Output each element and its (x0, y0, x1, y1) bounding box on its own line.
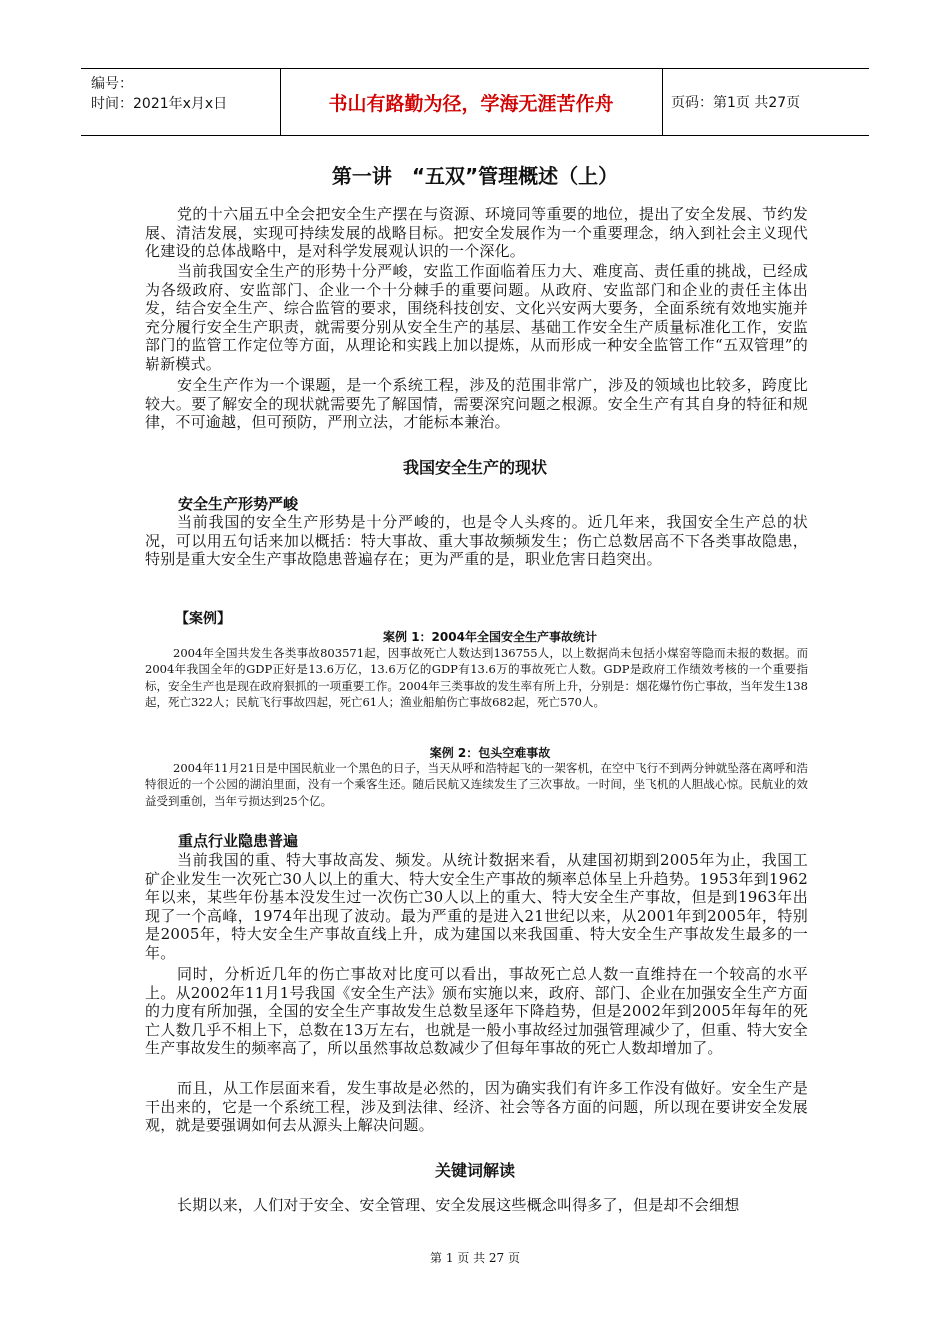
situation-paragraph: 当前我国的安全生产形势是十分严峻的，也是令人头疼的。近几年来，我国安全生产总的状况，可以用五句话来加以概括：特大事故、重大事故频频发生；伤亡总数居高不下各类事故隐患，特别是重大安全生产事故隐患普遍存在；更为严重的是，职业危害日趋突出。 (145, 513, 808, 569)
document-header (81, 68, 869, 136)
page-footer: 第 1 页 共 27 页 (430, 1251, 520, 1265)
case-1-title: 案例 1：2004年全国安全生产事故统计 (383, 630, 597, 644)
case-1-text: 2004年全国共发生各类事故803571起，因事故死亡人数达到136755人，以上数据尚未包括小煤窑等隐而未报的数据。而2004年我国全年的GDP正好是13.6万亿，13.6万亿的GDP有13.6万的事故死亡人数。GDP是政府工作绩效考核的一个重要指标，安全生产也是现在政府狠抓的一项重要工作。2004年三类事故的发生率有所上升，分别是：烟花爆竹伤亡事故，当年发生138起，死亡322人；民航飞行事故四起，死亡61人；渔业船舶伤亡事故682起，死亡570人。 (145, 646, 808, 709)
header-page-label: 页码：第1页 共27页 (671, 95, 801, 111)
intro-paragraph-1: 党的十六届五中全会把安全生产摆在与资源、环境同等重要的地位，提出了安全发展、节约发展、清洁发展，实现可持续发展的战略目标。把安全发展作为一个重要理念，纳入到社会主义现代化建设的总体战略中，是对科学发展观认识的一个深化。 (145, 205, 808, 261)
section-heading-status: 我国安全生产的现状 (402, 458, 547, 477)
case-2-title: 案例 2：包头空难事故 (429, 746, 551, 760)
hazards-paragraph-1: 当前我国的重、特大事故高发、频发。从统计数据来看，从建国初期到2005年为止，我国工矿企业发生一次死亡30人以上的重大、特大安全生产事故的频率总体呈上升趋势。1953年到1962年以来，某些年份基本没发生过一次伤亡30人以上的重大、特大安全生产事故，但是到1963年出现了一个高峰，1974年出现了波动。最为严重的是进入21世纪以来，从2001年到2005年，特别是2005年，特大安全生产事故直线上升，成为建国以来我国重、特大安全生产事故发生最多的一年。 (145, 851, 808, 962)
header-motto: 书山有路勤为径，学海无涯苦作舟 (280, 69, 663, 135)
hazards-paragraph-2: 同时，分析近几年的伤亡事故对比度可以看出，事故死亡总人数一直维持在一个较高的水平上。从2002年11月1号我国《安全生产法》颁布实施以来，政府、部门、企业在加强安全生产方面的力度有所加强，全国的安全生产事故发生总数呈逐年下降趋势，但是2002年到2005年每年的死亡人数几乎不相上下，总数在13万左右，也就是一般小事故经过加强管理减少了，但重、特大安全生产事故发生的频率高了，所以虽然事故总数减少了但每年事故的死亡人数却增加了。 (145, 965, 808, 1058)
case-label: 【案例】 (175, 611, 231, 627)
case-2-text: 2004年11月21日是中国民航业一个黑色的日子，当天从呼和浩特起飞的一架客机，在空中飞行不到两分钟就坠落在离呼和浩特很近的一个公园的湖泊里面，没有一个乘客生还。随后民航又连续发生了三次事故。一时间，坐飞机的人胆战心惊。民航业的效益受到重创，当年亏损达到25个亿。 (145, 761, 808, 808)
subheading-hazards: 重点行业隐患普遍 (178, 832, 299, 850)
header-meta (81, 69, 281, 135)
intro-paragraph-2: 当前我国安全生产的形势十分严峻，安监工作面临着压力大、难度高、责任重的挑战，已经成为各级政府、安监部门、企业一个十分棘手的重要问题。从政府、安监部门和企业的责任主体出发，结合安全生产、综合监管的要求，围绕科技创安、文化兴安两大要务，全面系统有效地实施并充分履行安全生产职责，就需要分别从安全生产的基层、基础工作安全生产质量标准化工作，安监部门的监管工作定位等方面，从理论和实践上加以提炼，从而形成一种安全监管工作“五双管理”的崭新模式。 (145, 262, 808, 373)
keywords-paragraph: 长期以来，人们对于安全、安全管理、安全发展这些概念叫得多了，但是却不会细想 (177, 1196, 740, 1214)
hazards-paragraph-3: 而且，从工作层面来看，发生事故是必然的，因为确实我们有许多工作没有做好。安全生产是干出来的，它是一个系统工程，涉及到法律、经济、社会等各方面的问题，所以现在要讲安全发展观，就是要强调如何去从源头上解决问题。 (145, 1079, 808, 1135)
subheading-situation: 安全生产形势严峻 (178, 495, 299, 513)
page-title: 第一讲 “五双”管理概述（上） (331, 164, 619, 188)
doc-number-label: 编号： (91, 76, 133, 92)
doc-date-label: 时间：2021年x月x日 (91, 96, 228, 112)
intro-paragraph-3: 安全生产作为一个课题，是一个系统工程，涉及的范围非常广，涉及的领域也比较多，跨度比较大。要了解安全的现状就需要先了解国情，需要深究问题之根源。安全生产有其自身的特征和规律，不可逾越，但可预防，严刑立法，才能标本兼治。 (145, 376, 808, 432)
section-heading-keywords: 关键词解读 (434, 1161, 515, 1180)
